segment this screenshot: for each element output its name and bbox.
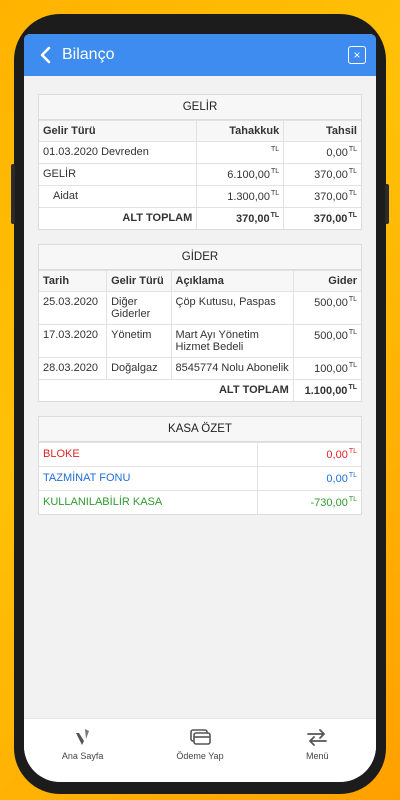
volume-button [11,164,15,224]
gelir-type: GELİR [39,164,197,186]
tahsil-value: $0,00^{TL}$ [284,142,361,164]
table-row [39,491,361,515]
table-row [39,142,361,164]
screen [24,34,376,782]
nav-home[interactable] [33,727,133,761]
gider-amount: $500,00^{TL}$ [293,325,361,358]
table-row [39,186,361,208]
kasa-card [38,416,362,515]
bloke-label: BLOKE [39,443,258,467]
kullanilabilir-value: $-730,00^{TL}$ [258,491,361,515]
kasa-table [39,442,361,514]
column-header: Tarih [39,271,107,292]
column-header: Tahsil [284,121,361,142]
table-row [39,443,361,467]
nav-label: Ödeme Yap [176,751,224,761]
column-header: Gider [293,271,361,292]
app-bar [24,34,376,76]
total-gider: $1.100,00^{TL}$ [293,380,361,402]
column-header: Tahakkuk [197,121,284,142]
gider-amount: $500,00^{TL}$ [293,292,361,325]
bottom-navigation [24,718,376,782]
table-row [39,467,361,491]
tahsil-value: $370,00^{TL}$ [284,164,361,186]
column-header: Gelir Türü [107,271,171,292]
nav-label: Ana Sayfa [61,751,104,761]
table-header-row [39,121,361,142]
table-row [39,164,361,186]
column-header: Açıklama [171,271,293,292]
page-title: Bilanço [62,46,115,63]
close-icon[interactable]: × [348,46,366,64]
nav-menu[interactable] [267,727,367,761]
total-label: ALT TOPLAM [39,380,293,402]
gelir-type: Aidat [39,186,197,208]
payment-card-icon [189,727,211,747]
tahakkuk-value: $6.100,00^{TL}$ [197,164,284,186]
power-button [385,184,389,224]
back-button[interactable] [34,44,56,66]
total-tahsil: $370,00^{TL}$ [284,208,361,230]
nav-payment[interactable] [150,727,250,761]
kasa-title: KASA ÖZET [39,417,361,442]
total-tahakkuk: $370,00^{TL}$ [197,208,284,230]
gider-title: GİDER [39,245,361,270]
tazminat-label: TAZMİNAT FONU [39,467,258,491]
table-row [39,292,361,325]
table-header-row [39,271,361,292]
tahakkuk-value: TL [197,142,284,164]
gider-amount: $100,00^{TL}$ [293,358,361,380]
gider-type: Doğalgaz [107,358,171,380]
kullanilabilir-label: KULLANILABİLİR KASA [39,491,258,515]
gider-description: Çöp Kutusu, Paspas [171,292,293,325]
gider-type: Diğer Giderler [107,292,171,325]
bloke-value: $0,00^{TL}$ [258,443,361,467]
gider-description: Mart Ayı Yönetim Hizmet Bedeli [171,325,293,358]
gelir-title: GELİR [39,95,361,120]
total-row [39,380,361,402]
main-content [24,76,376,718]
gider-date: 28.03.2020 [39,358,107,380]
total-label: ALT TOPLAM [39,208,197,230]
gider-description: 8545774 Nolu Abonelik [171,358,293,380]
total-row [39,208,361,230]
gider-table [39,270,361,401]
gider-card [38,244,362,402]
column-header: Gelir Türü [39,121,197,142]
gelir-type: 01.03.2020 Devreden [39,142,197,164]
chevron-left-icon [39,46,51,64]
gider-date: 25.03.2020 [39,292,107,325]
gider-type: Yönetim [107,325,171,358]
gelir-table [39,120,361,229]
tahakkuk-value: $1.300,00^{TL}$ [197,186,284,208]
swap-arrows-icon [305,727,329,747]
gelir-card [38,94,362,230]
table-row [39,325,361,358]
tahsil-value: $370,00^{TL}$ [284,186,361,208]
tazminat-value: $0,00^{TL}$ [258,467,361,491]
home-logo-icon [73,727,93,747]
table-row [39,358,361,380]
gider-date: 17.03.2020 [39,325,107,358]
nav-label: Menü [306,751,329,761]
